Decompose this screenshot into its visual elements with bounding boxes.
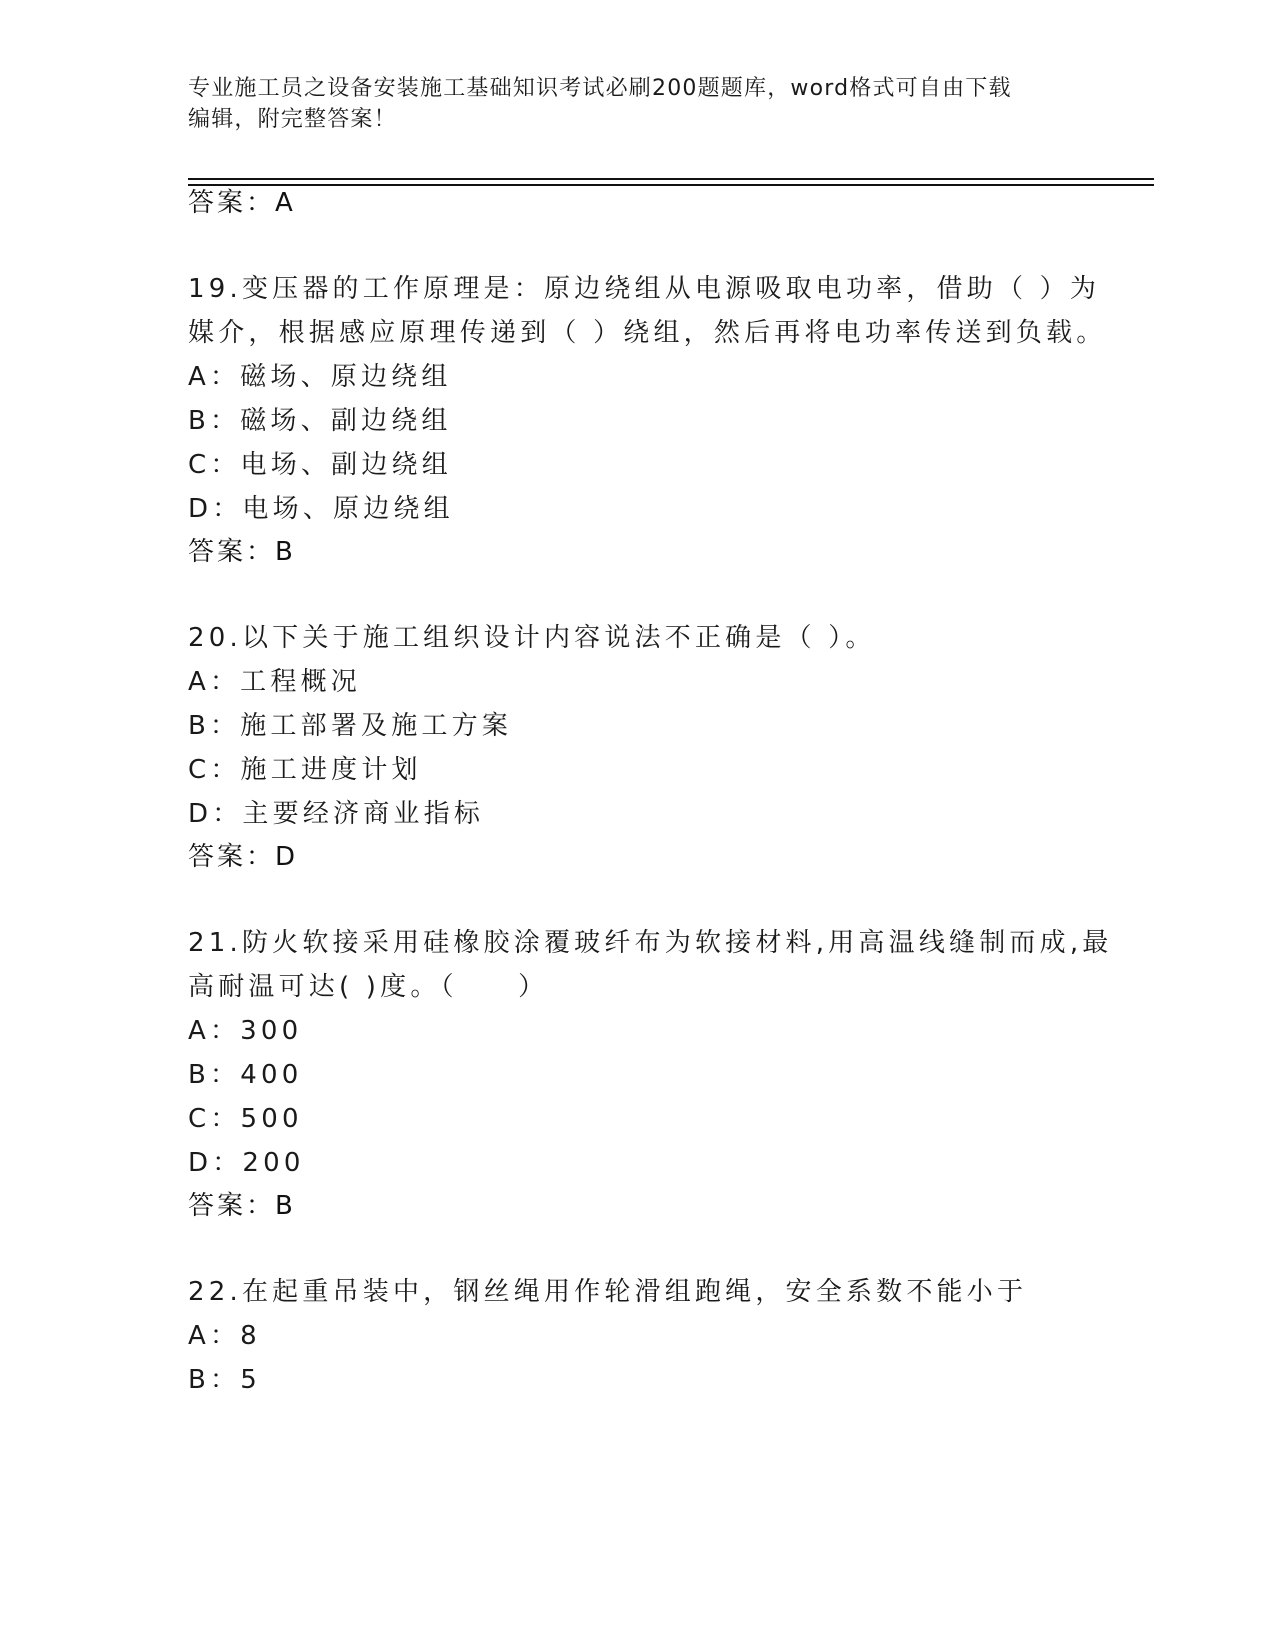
question-21-stem-line-1: 21.防火软接采用硅橡胶涂覆玻纤布为软接材料,用高温线缝制而成,最 [188,928,1113,958]
question-19-option-d: D：电场、原边绕组 [188,494,454,524]
header-title-line-2: 编辑，附完整答案！ [188,107,397,132]
question-20-option-d: D：主要经济商业指标 [188,799,485,829]
document-header [188,73,1068,135]
question-20-option-c: C：施工进度计划 [188,755,422,785]
question-22-option-b: B：5 [188,1365,261,1395]
question-20-stem-line-1: 20.以下关于施工组织设计内容说法不正确是（ ）。 [188,623,876,653]
question-20-option-a: A：工程概况 [188,667,361,697]
answer-q19: 答案：B [188,537,296,567]
question-19-stem-line-1: 19.变压器的工作原理是：原边绕组从电源吸取电功率，借助（ ）为 [188,274,1101,304]
answer-q20: 答案：D [188,842,299,872]
question-19-option-c: C：电场、副边绕组 [188,450,452,480]
header-rule-top [188,178,1154,180]
question-19-stem-line-2: 媒介，根据感应原理传递到（ ）绕组，然后再将电功率传送到负载。 [188,318,1107,348]
question-19-option-a: A：磁场、原边绕组 [188,362,452,392]
answer-q18: 答案：A [188,188,296,218]
question-22-option-a: A：8 [188,1321,261,1351]
question-21-stem-line-2: 高耐温可达( )度。（ ） [188,972,549,1002]
header-rule-bottom [188,184,1154,186]
question-21-option-c: C：500 [188,1104,303,1134]
question-19-option-b: B：磁场、副边绕组 [188,406,452,436]
answer-q21: 答案：B [188,1191,296,1221]
question-22-stem-line-1: 22.在起重吊装中，钢丝绳用作轮滑组跑绳，安全系数不能小于 [188,1277,1028,1307]
question-21-option-b: B：400 [188,1060,303,1090]
question-21-option-a: A：300 [188,1016,303,1046]
question-21-option-d: D：200 [188,1148,305,1178]
question-20-option-b: B：施工部署及施工方案 [188,711,513,741]
header-title-line-1: 专业施工员之设备安装施工基础知识考试必刷200题题库，word格式可自由下载 [188,76,1012,101]
